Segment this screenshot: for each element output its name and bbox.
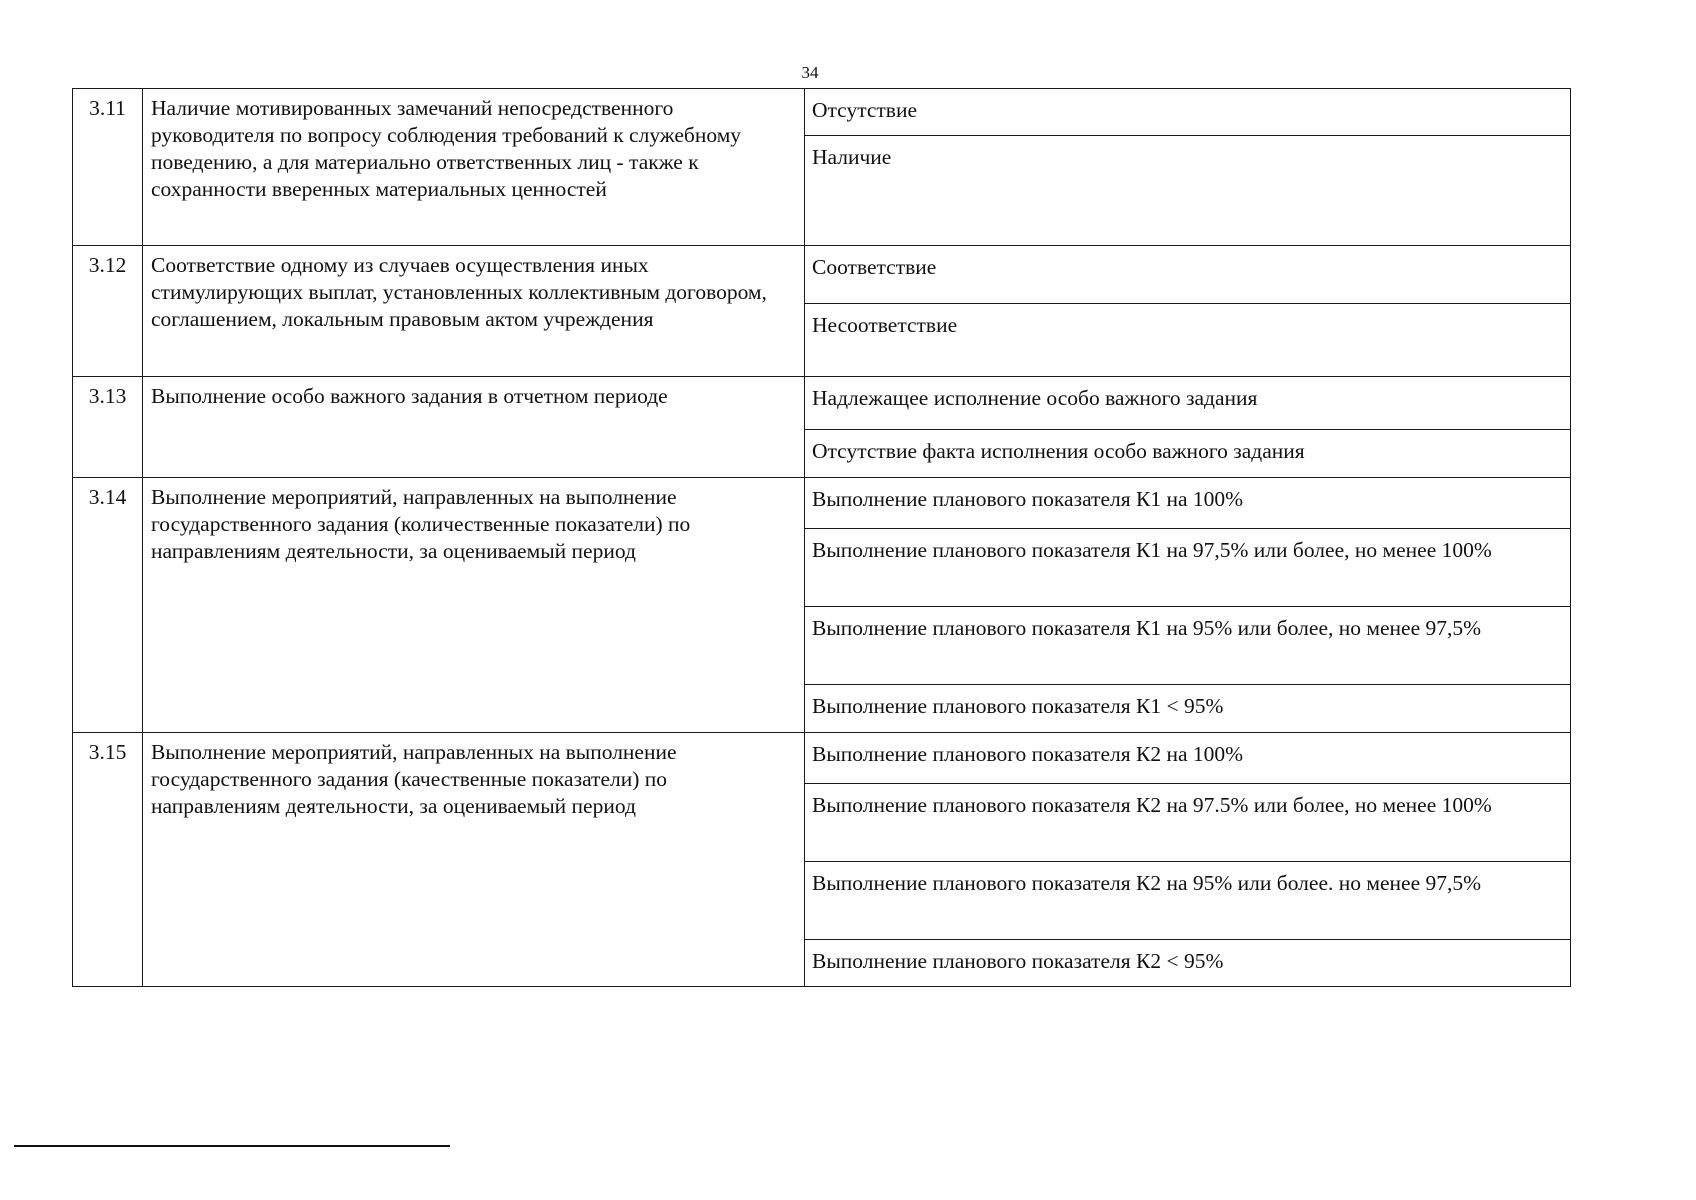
option-item: Наличие: [805, 135, 1570, 177]
row-options: [805, 733, 1571, 987]
row-description: Выполнение особо важного задания в отчетном периоде: [143, 377, 805, 478]
row-options: [805, 246, 1571, 377]
option-item: Соответствие: [812, 255, 937, 279]
row-options: [805, 377, 1571, 478]
row-number: 3.15: [73, 733, 143, 987]
option-item: Выполнение планового показателя К1 на 100%: [812, 487, 1244, 511]
table-row: [73, 377, 1571, 478]
option-item: Выполнение планового показателя К1 на 95% или более, но менее 97,5%: [805, 606, 1570, 684]
row-options: [805, 478, 1571, 733]
option-item: Выполнение планового показателя К2 < 95%: [805, 939, 1570, 981]
table-row: [73, 246, 1571, 377]
option-item: Выполнение планового показателя К2 на 97.5% или более, но менее 100%: [805, 783, 1570, 861]
option-item: Выполнение планового показателя К2 на 95% или более. но менее 97,5%: [805, 861, 1570, 939]
option-item: Несоответствие: [805, 303, 1570, 345]
table-row: [73, 733, 1571, 987]
page-number: 34: [801, 63, 819, 82]
footnote-separator: [14, 1145, 450, 1147]
criteria-table: [72, 88, 1571, 987]
row-options: [805, 89, 1571, 246]
option-item: Выполнение планового показателя К1 на 97,5% или более, но менее 100%: [805, 528, 1570, 606]
row-number: 3.14: [73, 478, 143, 733]
row-description: Выполнение мероприятий, направленных на выполнение государственного задания (качественные показатели) по направлениям деятельности, за оцениваемый период: [143, 733, 805, 987]
option-item: Надлежащее исполнение особо важного задания: [812, 386, 1258, 410]
table-row: [73, 478, 1571, 733]
option-item: Отсутствие: [812, 98, 917, 122]
table-row: [73, 89, 1571, 246]
row-number: 3.12: [73, 246, 143, 377]
row-description: Выполнение мероприятий, направленных на выполнение государственного задания (количественные показатели) по направлениям деятельности, за оцениваемый период: [143, 478, 805, 733]
row-description: Наличие мотивированных замечаний непосредственного руководителя по вопросу соблюдения требований к служебному поведению, а для материально ответственных лиц - также к сохранности вверенных материальных ценностей: [143, 89, 805, 246]
row-number: 3.11: [73, 89, 143, 246]
option-item: Выполнение планового показателя К1 < 95%: [805, 684, 1570, 726]
option-item: Отсутствие факта исполнения особо важного задания: [805, 429, 1570, 471]
row-description: Соответствие одному из случаев осуществления иных стимулирующих выплат, установленных коллективным договором, соглашением, локальным правовым актом учреждения: [143, 246, 805, 377]
option-item: Выполнение планового показателя К2 на 100%: [812, 742, 1244, 766]
row-number: 3.13: [73, 377, 143, 478]
